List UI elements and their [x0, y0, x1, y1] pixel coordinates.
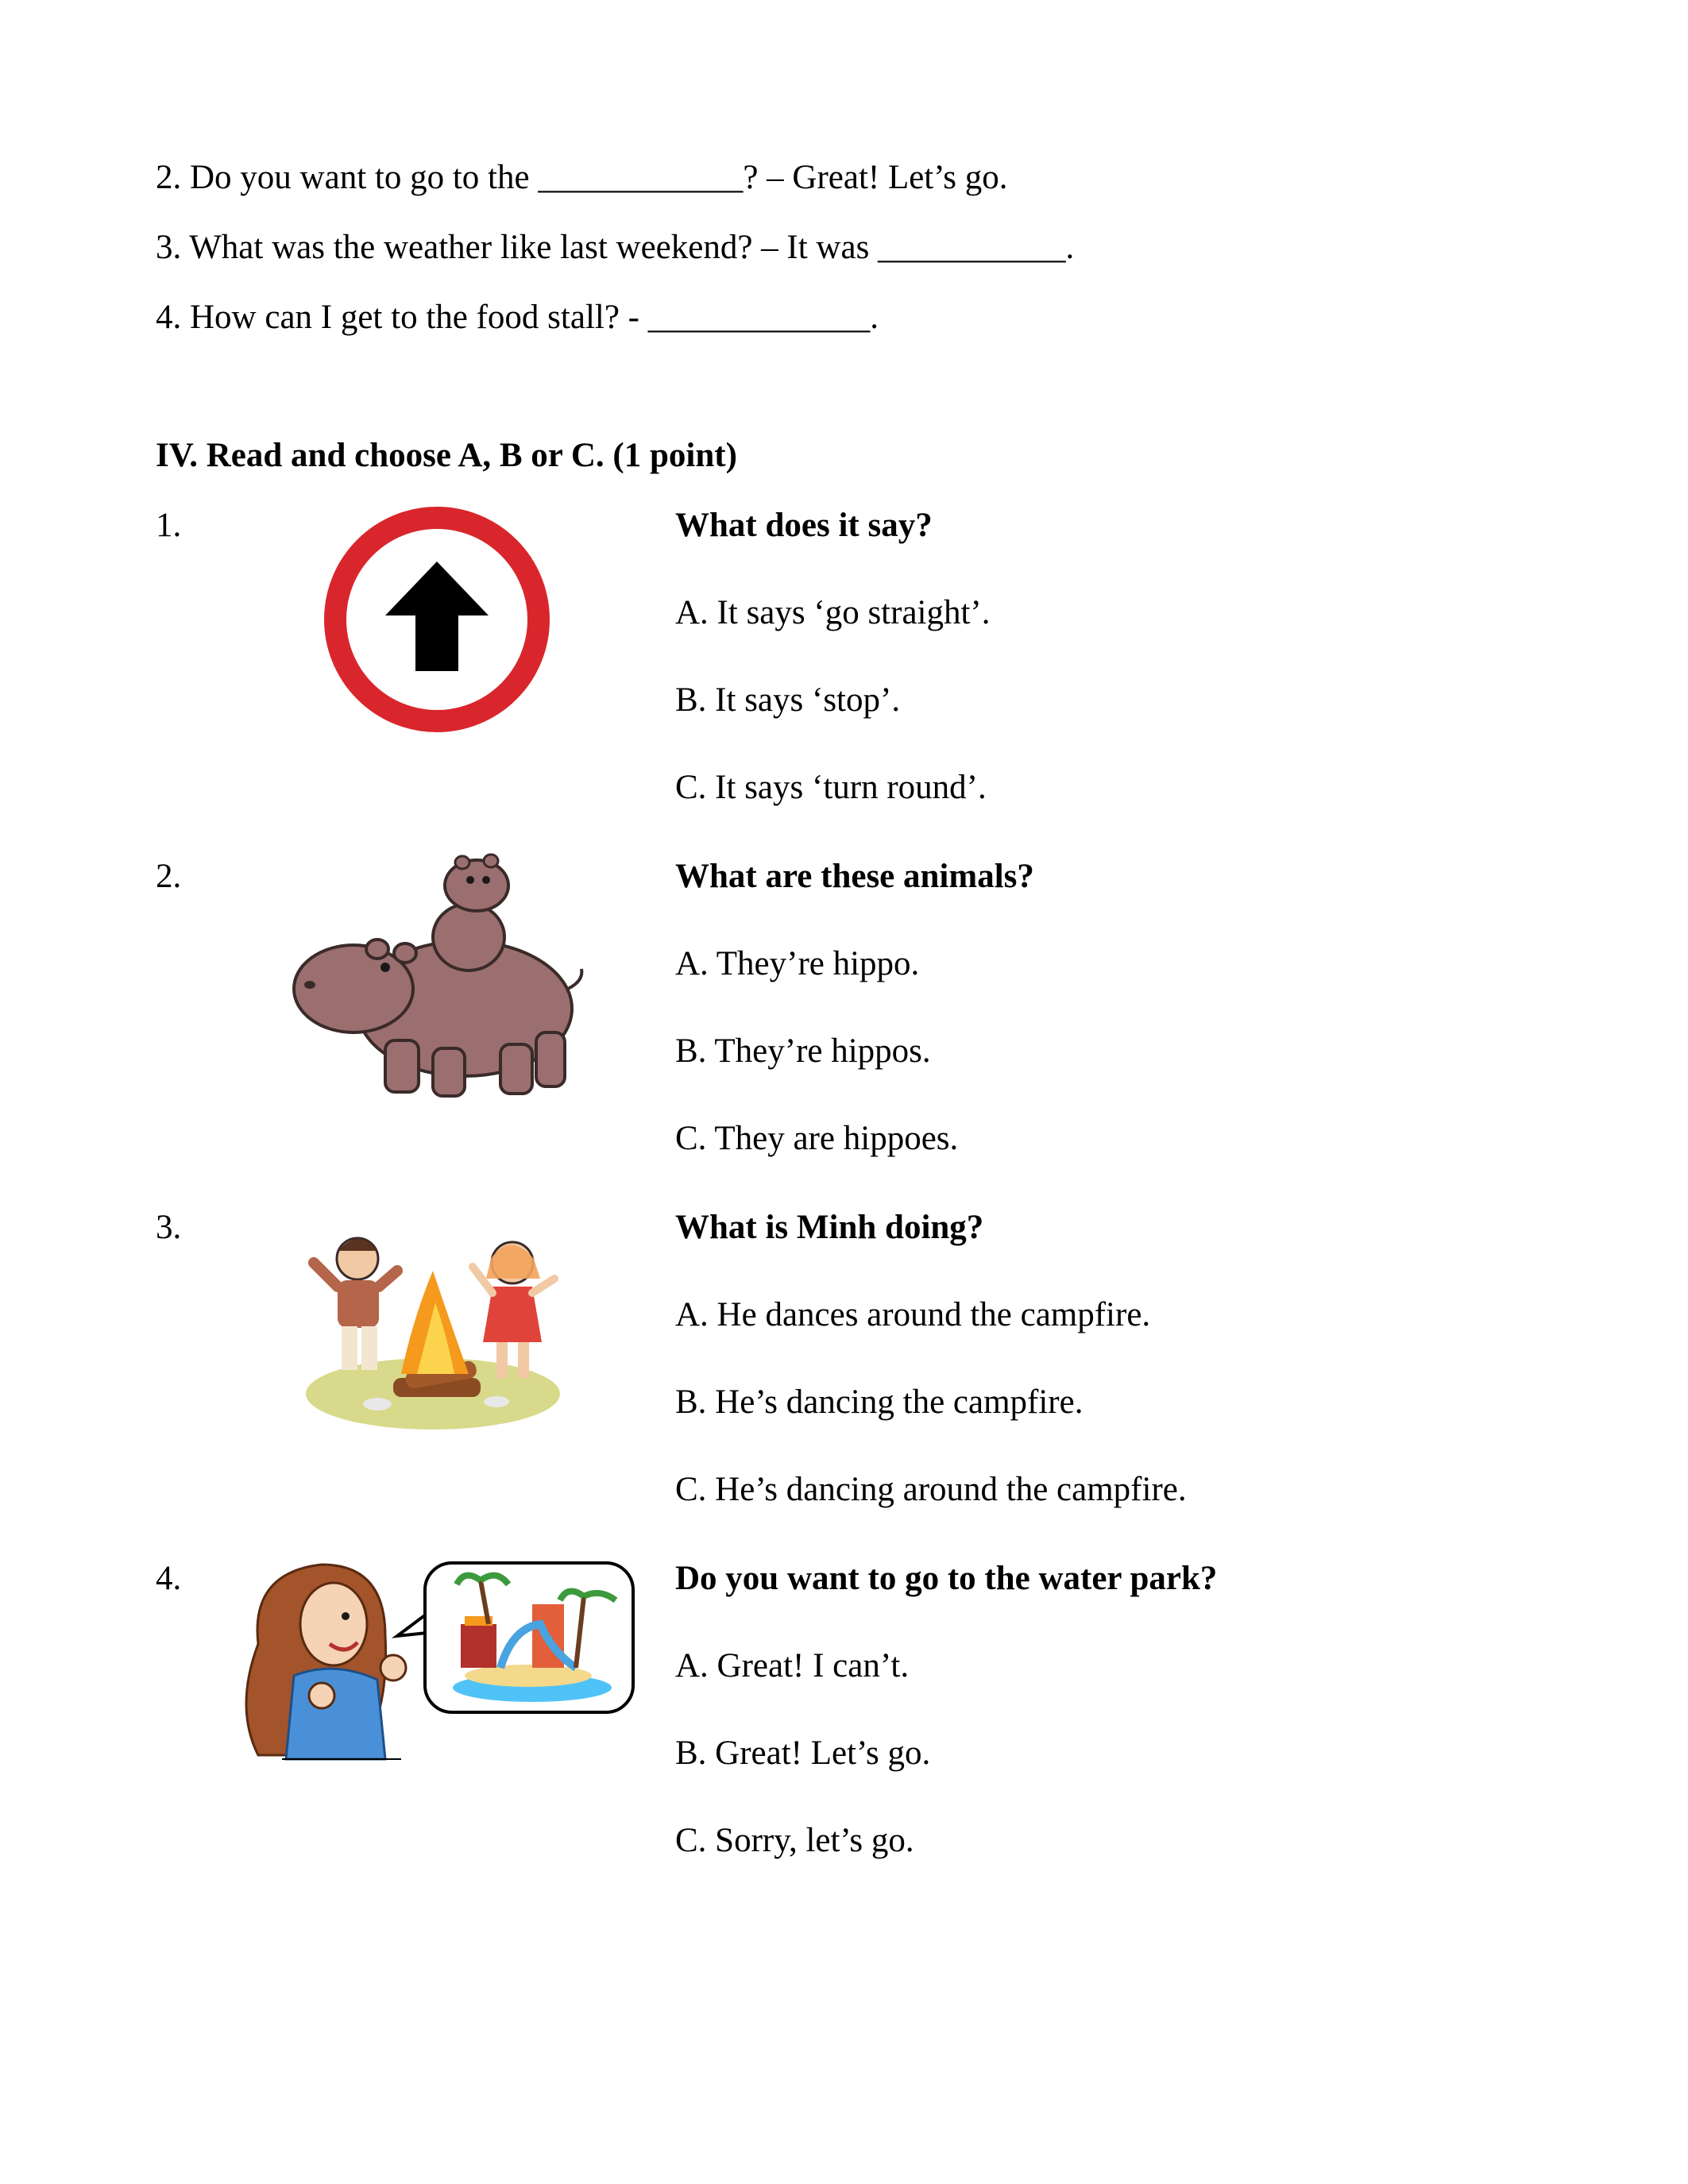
question-1-text: What does it say? [675, 507, 933, 544]
fill-in-line-4: 4. How can I get to the food stall? - _____________. [156, 299, 879, 336]
question-2-option-a: A. They’re hippo. [675, 945, 920, 982]
go-straight-sign-icon [322, 504, 552, 735]
children-campfire-icon [302, 1223, 564, 1433]
question-1-option-c: C. It says ‘turn round’. [675, 769, 987, 806]
question-2-text: What are these animals? [675, 858, 1034, 895]
question-1-option-b: B. It says ‘stop’. [675, 681, 901, 719]
question-3-option-c: C. He’s dancing around the campfire. [675, 1471, 1187, 1508]
question-4-option-c: C. Sorry, let’s go. [675, 1822, 914, 1859]
question-4-text: Do you want to go to the water park? [675, 1560, 1218, 1597]
question-2-option-c: C. They are hippoes. [675, 1120, 959, 1157]
question-3-text: What is Minh doing? [675, 1209, 984, 1246]
question-4-option-a: A. Great! I can’t. [675, 1647, 910, 1684]
question-4-number: 4. [156, 1560, 182, 1597]
question-2-option-b: B. They’re hippos. [675, 1032, 931, 1070]
question-3-option-b: B. He’s dancing the campfire. [675, 1383, 1083, 1421]
hippos-icon [286, 850, 588, 1104]
fill-in-line-3: 3. What was the weather like last weekend? – It was ___________. [156, 229, 1075, 266]
question-3-option-a: A. He dances around the campfire. [675, 1296, 1151, 1333]
question-1-number: 1. [156, 507, 182, 544]
question-4-option-b: B. Great! Let’s go. [675, 1734, 931, 1772]
girl-water-park-icon [226, 1549, 639, 1763]
question-1-option-a: A. It says ‘go straight’. [675, 594, 991, 631]
section-title: IV. Read and choose A, B or C. (1 point) [156, 437, 737, 474]
question-3-number: 3. [156, 1209, 182, 1246]
fill-in-line-2: 2. Do you want to go to the ____________? – Great! Let’s go. [156, 159, 1008, 196]
question-2-number: 2. [156, 858, 182, 895]
